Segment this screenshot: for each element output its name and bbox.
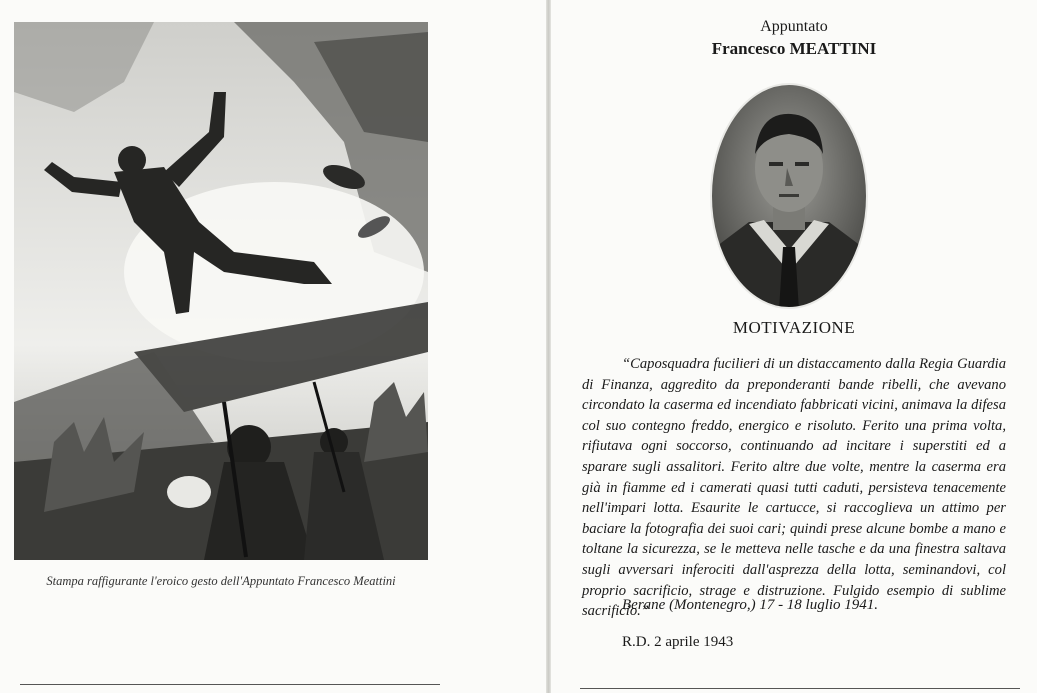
- royal-decree-date: R.D. 2 aprile 1943: [622, 634, 734, 650]
- honoree-name: Francesco MEATTINI: [711, 39, 877, 58]
- citation-text: “Caposquadra fucilieri di un distaccamento dalla Regia Guardia di Finanza, aggredito da preponderanti bande ribelli, che avevano circondato la caserma ed incendiato fabbricati vicini, animava la difesa col suo contegno freddo, energico e risoluto. Ferito una prima volta, rifiutava ogni soccorso, continuando ad incitare i superstiti ed a sparare sugli assalitori. Ferito altre due volte, mentre la caserma era già in fiamme ed i camerati quasi tutti caduti, persisteva tenacemente nell'impari lotta. Esaurite le cartucce, si raccoglieva un attimo per baciare la fotografia dei suoi cari; quindi prese alcune bombe a mano e toltane la sicurezza, se le metteva nelle tasche e da una finestra saltava sugli avversari inferociti dall'asprezza della lotta, seminandovi, col proprio sacrificio, strage e distruzione. Fulgido esempio di sublime sacrificio.”: [582, 356, 1006, 620]
- soldier-portrait: [709, 82, 869, 310]
- rank-heading: Appuntato: [760, 18, 828, 35]
- motivation-title: MOTIVAZIONE: [732, 318, 856, 337]
- left-bottom-rule: [20, 684, 440, 685]
- place-date: Berane (Montenegro,) 17 - 18 luglio 1941.: [622, 597, 879, 613]
- heroic-scene-illustration: [14, 22, 428, 560]
- right-bottom-rule: [580, 688, 1020, 689]
- illustration-caption: Stampa raffigurante l'eroico gesto dell'Appuntato Francesco Meattini: [46, 574, 396, 588]
